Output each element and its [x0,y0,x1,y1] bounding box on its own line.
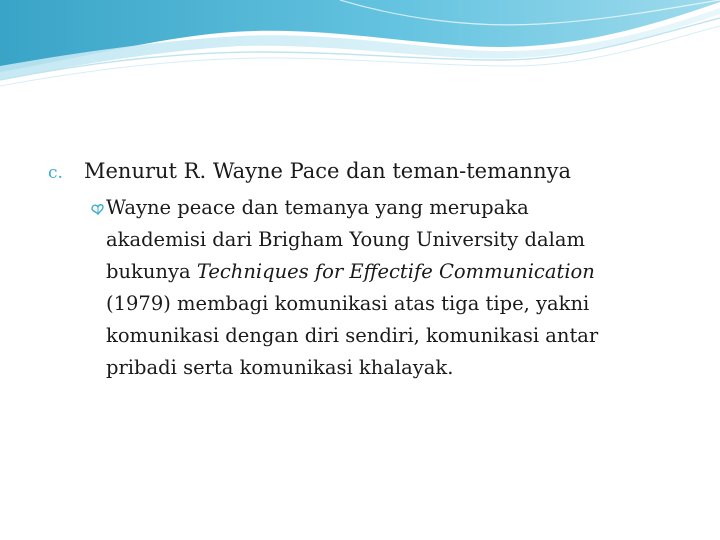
bullet-line-5: komunikasi dengan diri sendiri, komunikasi antar [106,324,599,347]
bullet-line-3 [106,256,690,288]
bullet-paragraph [90,192,690,384]
heading-list-marker: c. [48,163,63,183]
bullet-text [90,192,690,384]
bullet-line-3-text: bukunya [106,260,197,283]
bullet-line-6: pribadi serta komunikasi khalayak. [106,356,454,379]
bullet-line-1: Wayne peace dan temanya yang merupaka [106,196,529,219]
section-heading [48,154,688,190]
book-title: Techniques for Effectife Communication [196,260,595,283]
heading-text: Menurut R. Wayne Pace dan teman-temannya [84,159,571,183]
bullet-line-4: (1979) membagi komunikasi atas tiga tipe, yakni [106,292,590,315]
fleuron-bullet-icon [90,201,106,217]
bullet-line-2: akademisi dari Brigham Young University dalam [106,228,585,251]
